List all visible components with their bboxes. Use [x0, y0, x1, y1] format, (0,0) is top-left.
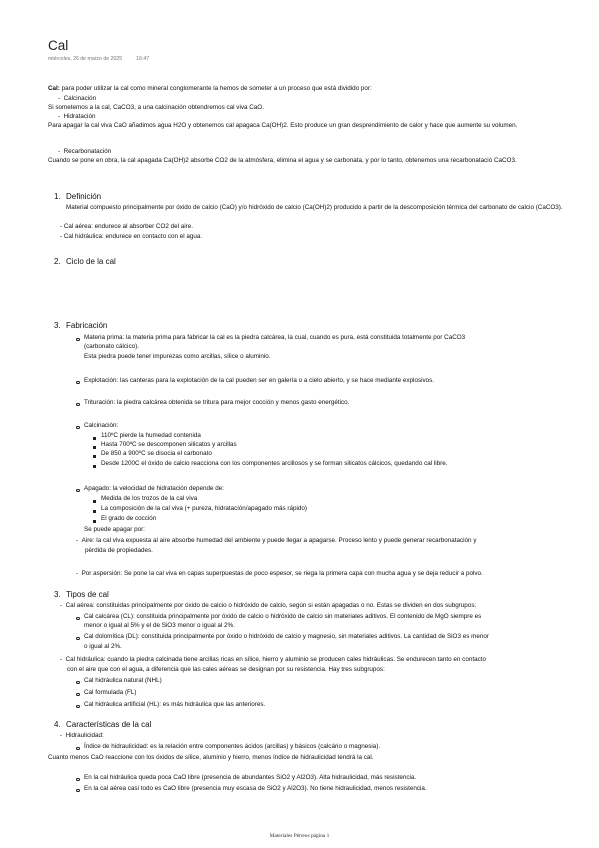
trituracion-text: Trituración: la piedra calcárea obtenida se tritura para mejor cocción y menos gasto energético. — [84, 399, 350, 406]
section-heading-caracteristicas: 4. Características de la cal — [54, 720, 152, 729]
bullet-square-icon — [93, 444, 96, 451]
apagado-aire: - Aire: la cal viva expuesta al aire absorbe humedad del ambiente y puede llegar a apagarse. Proceso lento y puede generar recarbonatación y — [76, 537, 477, 544]
cuanto-text: Cuanto menos CaO reaccione con los óxidos de sílice, aluminio y hierro, menos índice de hidraulicidad tendrá la cal. — [48, 754, 374, 761]
calcinacion-item: 110ºC pierde la humedad contenida — [101, 432, 201, 439]
indice-text: Índice de hidraulicidad: es la relación entre componentes ácidos (arcillas) y básicos (calcário o magnesia). — [84, 743, 381, 750]
apagado-aire-cont: pérdida de propiedades. — [85, 547, 153, 554]
intro-item-text: Si sometemos a la cal, CaCO3, a una calcinación obtendremos cal viva CaO. — [48, 104, 264, 111]
section-heading-ciclo: 2. Ciclo de la cal — [54, 257, 116, 266]
bullet-circle-icon — [76, 679, 80, 686]
explotacion-text: Explotación: las canteras para la explotación de la cal pueden ser en galería o a cielo abierto, y se hace mediante explosivos. — [84, 377, 435, 384]
bullet-square-icon — [93, 463, 96, 470]
tipos-dl-line: o igual al 2%. — [84, 643, 122, 650]
tipos-hid-item: Cal hidráulica natural (NHL) — [84, 677, 162, 684]
bullet-circle-icon — [76, 635, 80, 642]
bullet-circle-icon — [76, 615, 80, 622]
bullet-circle-icon — [76, 776, 80, 783]
definicion-dash: - Cal hidráulica: endurece en contacto con el agua. — [60, 233, 203, 240]
intro-item-title: - Recarbonatación — [58, 148, 112, 155]
section-heading-definicion: 1. Definición — [54, 192, 102, 201]
bullet-square-icon — [93, 508, 96, 515]
materia-prima-line: (carbonato cálcico). — [84, 343, 139, 350]
bullet-circle-icon — [76, 745, 80, 752]
intro-item-title: - Hidratación — [58, 113, 96, 120]
intro-lead-text: para poder utilizar la cal como mineral conglomerante la hemos de someter a un proceso que está dividido por: — [59, 85, 372, 92]
bullet-circle-icon — [76, 703, 80, 710]
bullet-square-icon — [93, 453, 96, 460]
tipos-cl-line: menor o igual al 5% y el de SiO3 menor o igual al 2%. — [84, 622, 235, 629]
time-text: 16:47 — [136, 56, 150, 62]
se-puede-apagar: Se puede apagar por: — [84, 526, 145, 533]
materia-prima-line: Materia prima: la materia prima para fabricar la cal es la piedra calcárea, la cual, cuando es pura, está constituida totalmente por CaCO3 — [84, 334, 466, 341]
tipos-hid-item: Cal formulada (FL) — [84, 689, 137, 696]
bullet-square-icon — [93, 435, 96, 442]
definicion-dash: - Cal aérea: endurece al absorber CO2 del aire. — [60, 223, 194, 230]
section-heading-fabricacion: 3. Fabricación — [54, 321, 108, 330]
tipos-hidraulica-cont: con el aire que con el agua, a diferencia que las cales aéreas se designan por su resistencia. Hay tres subgrupos: — [67, 666, 385, 673]
apagado-label: Apagado: la velocidad de hidratación depende de: — [84, 485, 225, 492]
apagado-aspersion: - Por aspersión: Se pone la cal viva en capas superpuestas de poco espesor, se riega la primera capa con mucha agua y se deja reducir a polvo. — [76, 570, 483, 577]
tipos-cl-line: Cal calcárea (CL): constituida principalmente por óxido de calcio o hidróxido de calcio sin materiales aditivos. El contenido de MgO siempre es — [84, 613, 482, 620]
bullet-circle-icon — [76, 379, 80, 386]
intro-item-text: Cuando se pone en obra, la cal apagada Ca(OH)2 absorbe CO2 de la atmósfera, elimina el agua y se carbonata, y por lo tanto, obtenemos una recarbonatació CaCO3. — [48, 157, 517, 164]
calcinacion-item: Desde 1200C el óxido de calcio reacciona con los componentes arcillosos y se forman silicatos cálcicos, quedando cal libre. — [101, 460, 448, 467]
tipos-dl-line: Cal dolomítica (DL): constituida principalmente por óxido o hidróxido de calcio y magnesio, sin materiales aditivos. La cantidad de SiO3 es menor — [84, 633, 489, 640]
bullet-circle-icon — [76, 336, 80, 343]
calcinacion-item: Hasta 700ºC se descomponen silicatos y arcillas — [101, 441, 237, 448]
tipos-hid-item: Cal hidráulica artificial (HL): es más hidráulica que las anteriores. — [84, 701, 266, 708]
intro-lead-bold: Cal: — [48, 85, 60, 92]
materia-prima-line: Esta piedra puede tener impurezas como arcillas, sílice o aluminio. — [84, 353, 271, 360]
tipos-aerea: - Cal aérea: constituidas principalmente por óxido de calcio o hidróxido de calcio, según si están apagadas o no. Estas se dividen en dos subgrupos: — [60, 602, 477, 609]
apagado-item: El grado de cocción — [101, 515, 157, 522]
bullet-circle-icon — [76, 691, 80, 698]
page-footer: Materiales Pétreos página 1 — [269, 833, 330, 839]
bullet-square-icon — [93, 498, 96, 505]
bullet-circle-icon — [76, 487, 80, 494]
page-date — [48, 56, 149, 62]
bullet-circle-icon — [76, 787, 80, 794]
apagado-item: Medida de los trozos de la cal viva — [101, 495, 198, 502]
intro-item-text: Para apagar la cal viva CaO añadimos agua H2O y obtenemos cal apagaca Ca(OH)2. Esto produce un gran desprendimiento de calor y hace que aumente su volumen. — [48, 122, 518, 129]
intro-lead — [48, 85, 372, 94]
calcinacion-label: Calcinación: — [84, 422, 119, 429]
bullet-square-icon — [93, 518, 96, 525]
section-heading-tipos: 3. Tipos de cal — [54, 590, 109, 599]
page-title: Cal — [48, 38, 69, 53]
apagado-item: La composición de la cal viva (+ pureza, hidratación/apagado más rápido) — [101, 505, 307, 512]
definicion-body: Material compuesto principalmente por óxido de calcio (CaO) y/o hidróxido de calcio (Ca(OH)2) producido a partir de la descomposición térmica del carbonato de calcio (CaCO3). — [66, 204, 563, 211]
bullet-circle-icon — [76, 401, 80, 408]
caracteristicas-bullet: En la cal aérea casi todo es CaO libre (presencia muy escasa de SiO2 y Al2O3). No tiene hidraulicidad, menos resistencia. — [84, 785, 427, 792]
caracteristicas-dash: - Hidraulicidad: — [60, 732, 104, 739]
tipos-hidraulica: - Cal hidráulica: cuando la piedra calcinada tiene arcillas ricas en sílice, hierro y aluminio se producen cales hidráulicas. Se endurecen tanto en contacto — [60, 656, 486, 663]
date-text: miércoles, 26 de marzo de 2025 — [48, 56, 123, 62]
caracteristicas-bullet: En la cal hidráulica queda poca CaO libre (presencia de abundantes SiO2 y Al2O3). Alta hidraulicidad, más resistencia. — [84, 774, 417, 781]
calcinacion-item: De 850 a 900ºC se disocia el carbonato — [101, 450, 212, 457]
bullet-circle-icon — [76, 424, 80, 431]
intro-item-title: - Calcinación — [58, 95, 97, 102]
